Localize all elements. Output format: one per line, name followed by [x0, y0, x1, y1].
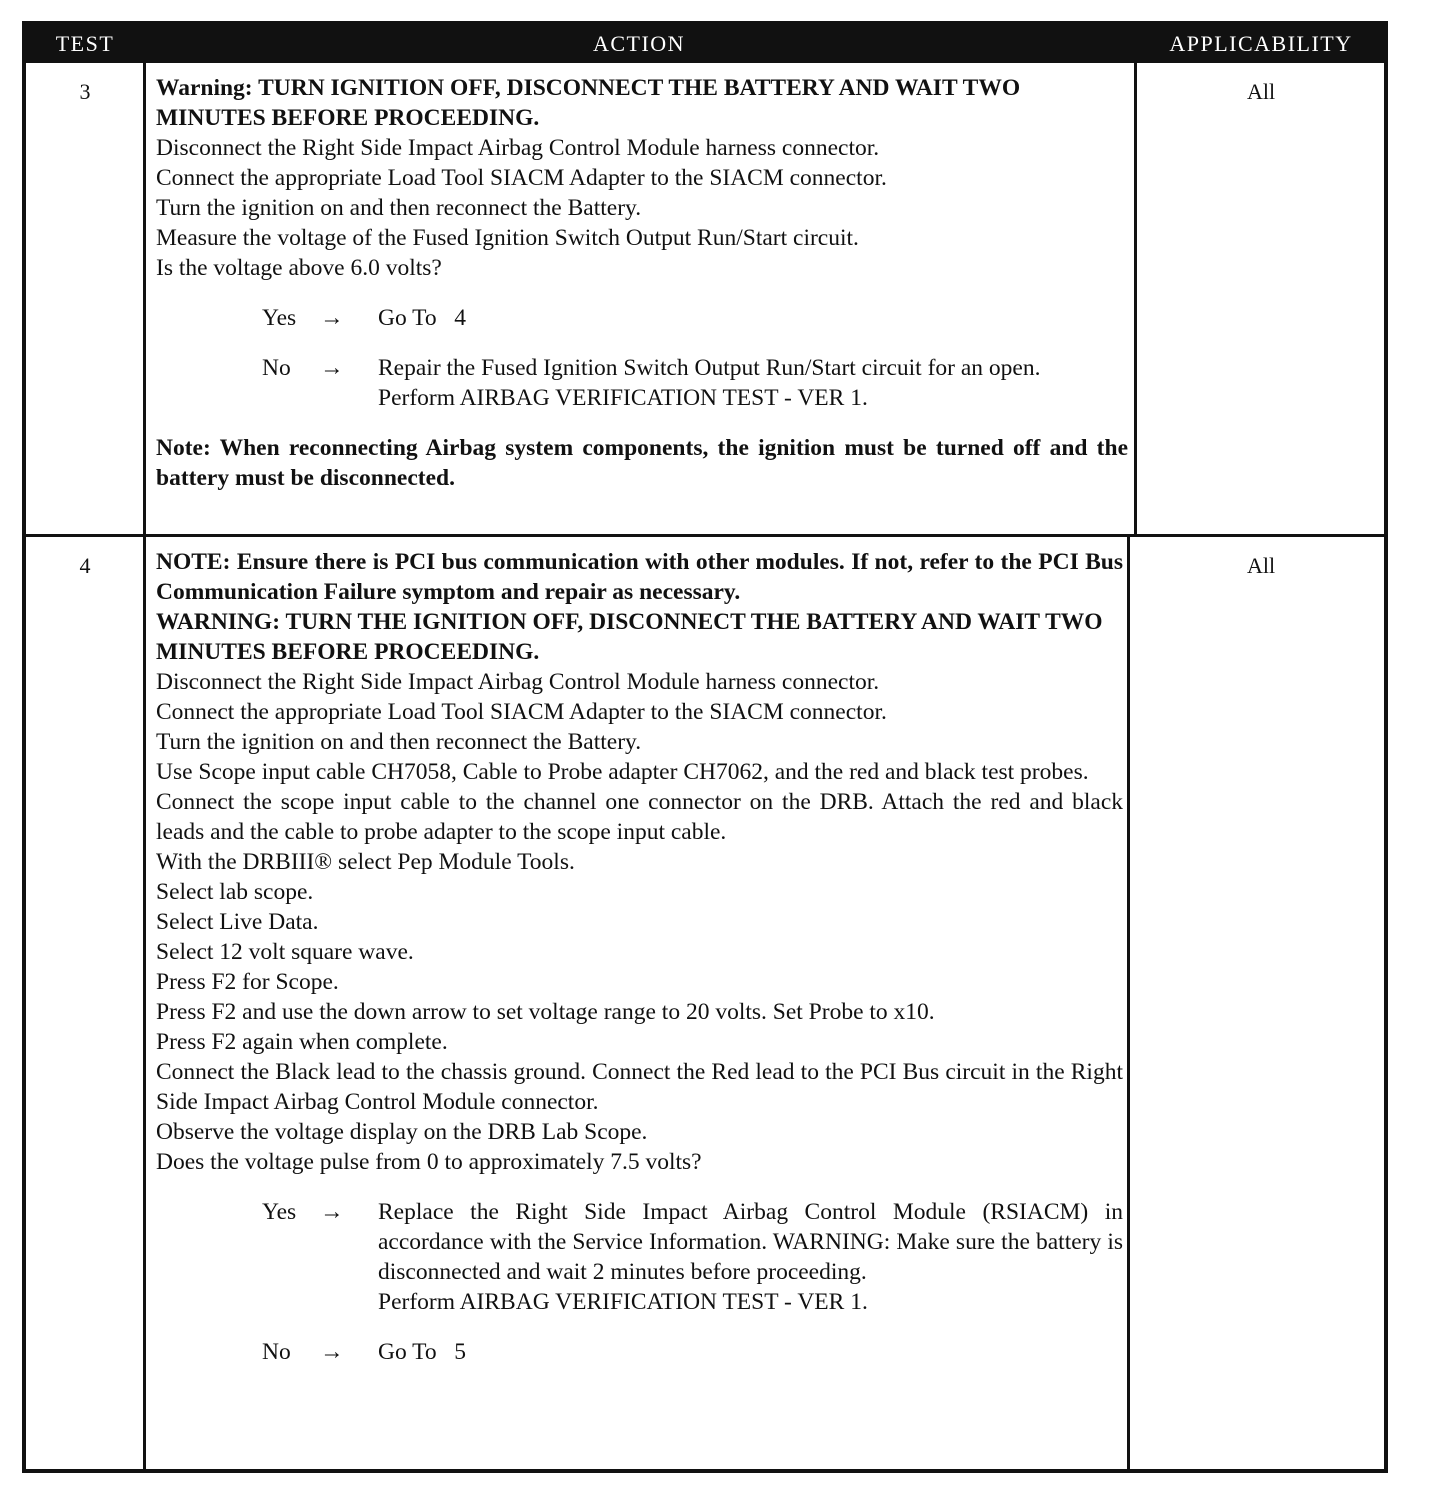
- step-text: Press F2 again when complete.: [156, 1029, 448, 1055]
- arrow-icon: →: [320, 1199, 344, 1225]
- step-text: Connect the scope input cable to the channel one connector on the DRB. Attach the red and black leads and the cable to probe adapter to the scope input cable.: [156, 789, 1123, 845]
- yes-label: Yes: [262, 1199, 297, 1225]
- no-outcome: [156, 1337, 1123, 1367]
- yes-outcome: [156, 1197, 1123, 1317]
- yes-text: Go To 4: [378, 305, 467, 331]
- step-text: Observe the voltage display on the DRB Lab Scope.: [156, 1119, 648, 1145]
- step-text: Turn the ignition on and then reconnect the Battery.: [156, 195, 642, 221]
- no-text-2: Perform AIRBAG VERIFICATION TEST - VER 1.: [378, 385, 868, 411]
- action-cell: [156, 547, 1123, 1367]
- yes-text-block: [378, 1197, 1123, 1317]
- step-text: Turn the ignition on and then reconnect the Battery.: [156, 729, 642, 755]
- applicability-value: All: [1246, 553, 1276, 578]
- yes-label: Yes: [262, 305, 297, 331]
- step-text: Select lab scope.: [156, 879, 314, 905]
- header-applicability: APPLICABILITY: [1169, 31, 1353, 56]
- applicability-value: All: [1246, 79, 1276, 104]
- action-cell: [156, 73, 1128, 493]
- step-text: Connect the Black lead to the chassis ground. Connect the Red lead to the PCI Bus circuit in the Right Side Impact Airbag Control Module connector.: [156, 1059, 1123, 1115]
- no-text-block: [378, 353, 1128, 413]
- arrow-icon: →: [320, 305, 344, 331]
- question-text: Does the voltage pulse from 0 to approximately 7.5 volts?: [156, 1149, 702, 1175]
- test-number: 4: [79, 553, 91, 578]
- step-text: Press F2 and use the down arrow to set voltage range to 20 volts. Set Probe to x10.: [156, 999, 935, 1025]
- step-text: With the DRBIII® select Pep Module Tools.: [156, 849, 575, 875]
- no-label: No: [262, 1339, 291, 1365]
- step-text: Measure the voltage of the Fused Ignition Switch Output Run/Start circuit.: [156, 225, 859, 251]
- note-text: Note: When reconnecting Airbag system components, the ignition must be turned off and the battery must be disconnected.: [156, 435, 1128, 491]
- column-divider: [143, 63, 146, 534]
- header-action: ACTION: [592, 31, 686, 56]
- no-outcome: [156, 353, 1128, 413]
- column-divider: [1127, 537, 1130, 1469]
- yes-outcome: [156, 303, 1128, 333]
- warning-text: WARNING: TURN THE IGNITION OFF, DISCONNECT THE BATTERY AND WAIT TWO MINUTES BEFORE PROCEEDING.: [156, 609, 1103, 665]
- yes-text: Replace the Right Side Impact Airbag Control Module (RSIACM) in accordance with the Service Information. WARNING: Make sure the battery is disconnected and wait 2 minutes before proceeding.: [378, 1199, 1123, 1285]
- no-text: Repair the Fused Ignition Switch Output Run/Start circuit for an open.: [378, 355, 1041, 381]
- step-text: Press F2 for Scope.: [156, 969, 339, 995]
- arrow-icon: →: [320, 1339, 344, 1365]
- question-text: Is the voltage above 6.0 volts?: [156, 255, 442, 281]
- no-label: No: [262, 355, 291, 381]
- step-text: Select 12 volt square wave.: [156, 939, 414, 965]
- no-text: Go To 5: [378, 1339, 467, 1365]
- step-text: Disconnect the Right Side Impact Airbag Control Module harness connector.: [156, 135, 880, 161]
- step-text: Use Scope input cable CH7058, Cable to Probe adapter CH7062, and the red and black test probes.: [156, 759, 1089, 785]
- step-text: Connect the appropriate Load Tool SIACM Adapter to the SIACM connector.: [156, 699, 887, 725]
- note-text: NOTE: Ensure there is PCI bus communication with other modules. If not, refer to the PCI Bus Communication Failure symptom and repair as necessary.: [156, 549, 1123, 605]
- step-text: Connect the appropriate Load Tool SIACM Adapter to the SIACM connector.: [156, 165, 887, 191]
- column-divider: [1134, 63, 1137, 534]
- diagnostic-table: [22, 21, 1388, 1473]
- warning-text: Warning: TURN IGNITION OFF, DISCONNECT THE BATTERY AND WAIT TWO MINUTES BEFORE PROCEEDING.: [156, 75, 1021, 131]
- column-divider: [143, 537, 146, 1469]
- table-header: [26, 25, 1384, 63]
- table-row: [26, 63, 1384, 537]
- header-test: TEST: [55, 31, 115, 56]
- arrow-icon: →: [320, 355, 344, 381]
- step-text: Select Live Data.: [156, 909, 319, 935]
- step-text: Disconnect the Right Side Impact Airbag Control Module harness connector.: [156, 669, 880, 695]
- yes-text-2: Perform AIRBAG VERIFICATION TEST - VER 1.: [378, 1289, 868, 1315]
- table-row: [26, 537, 1384, 1469]
- test-number: 3: [79, 79, 91, 104]
